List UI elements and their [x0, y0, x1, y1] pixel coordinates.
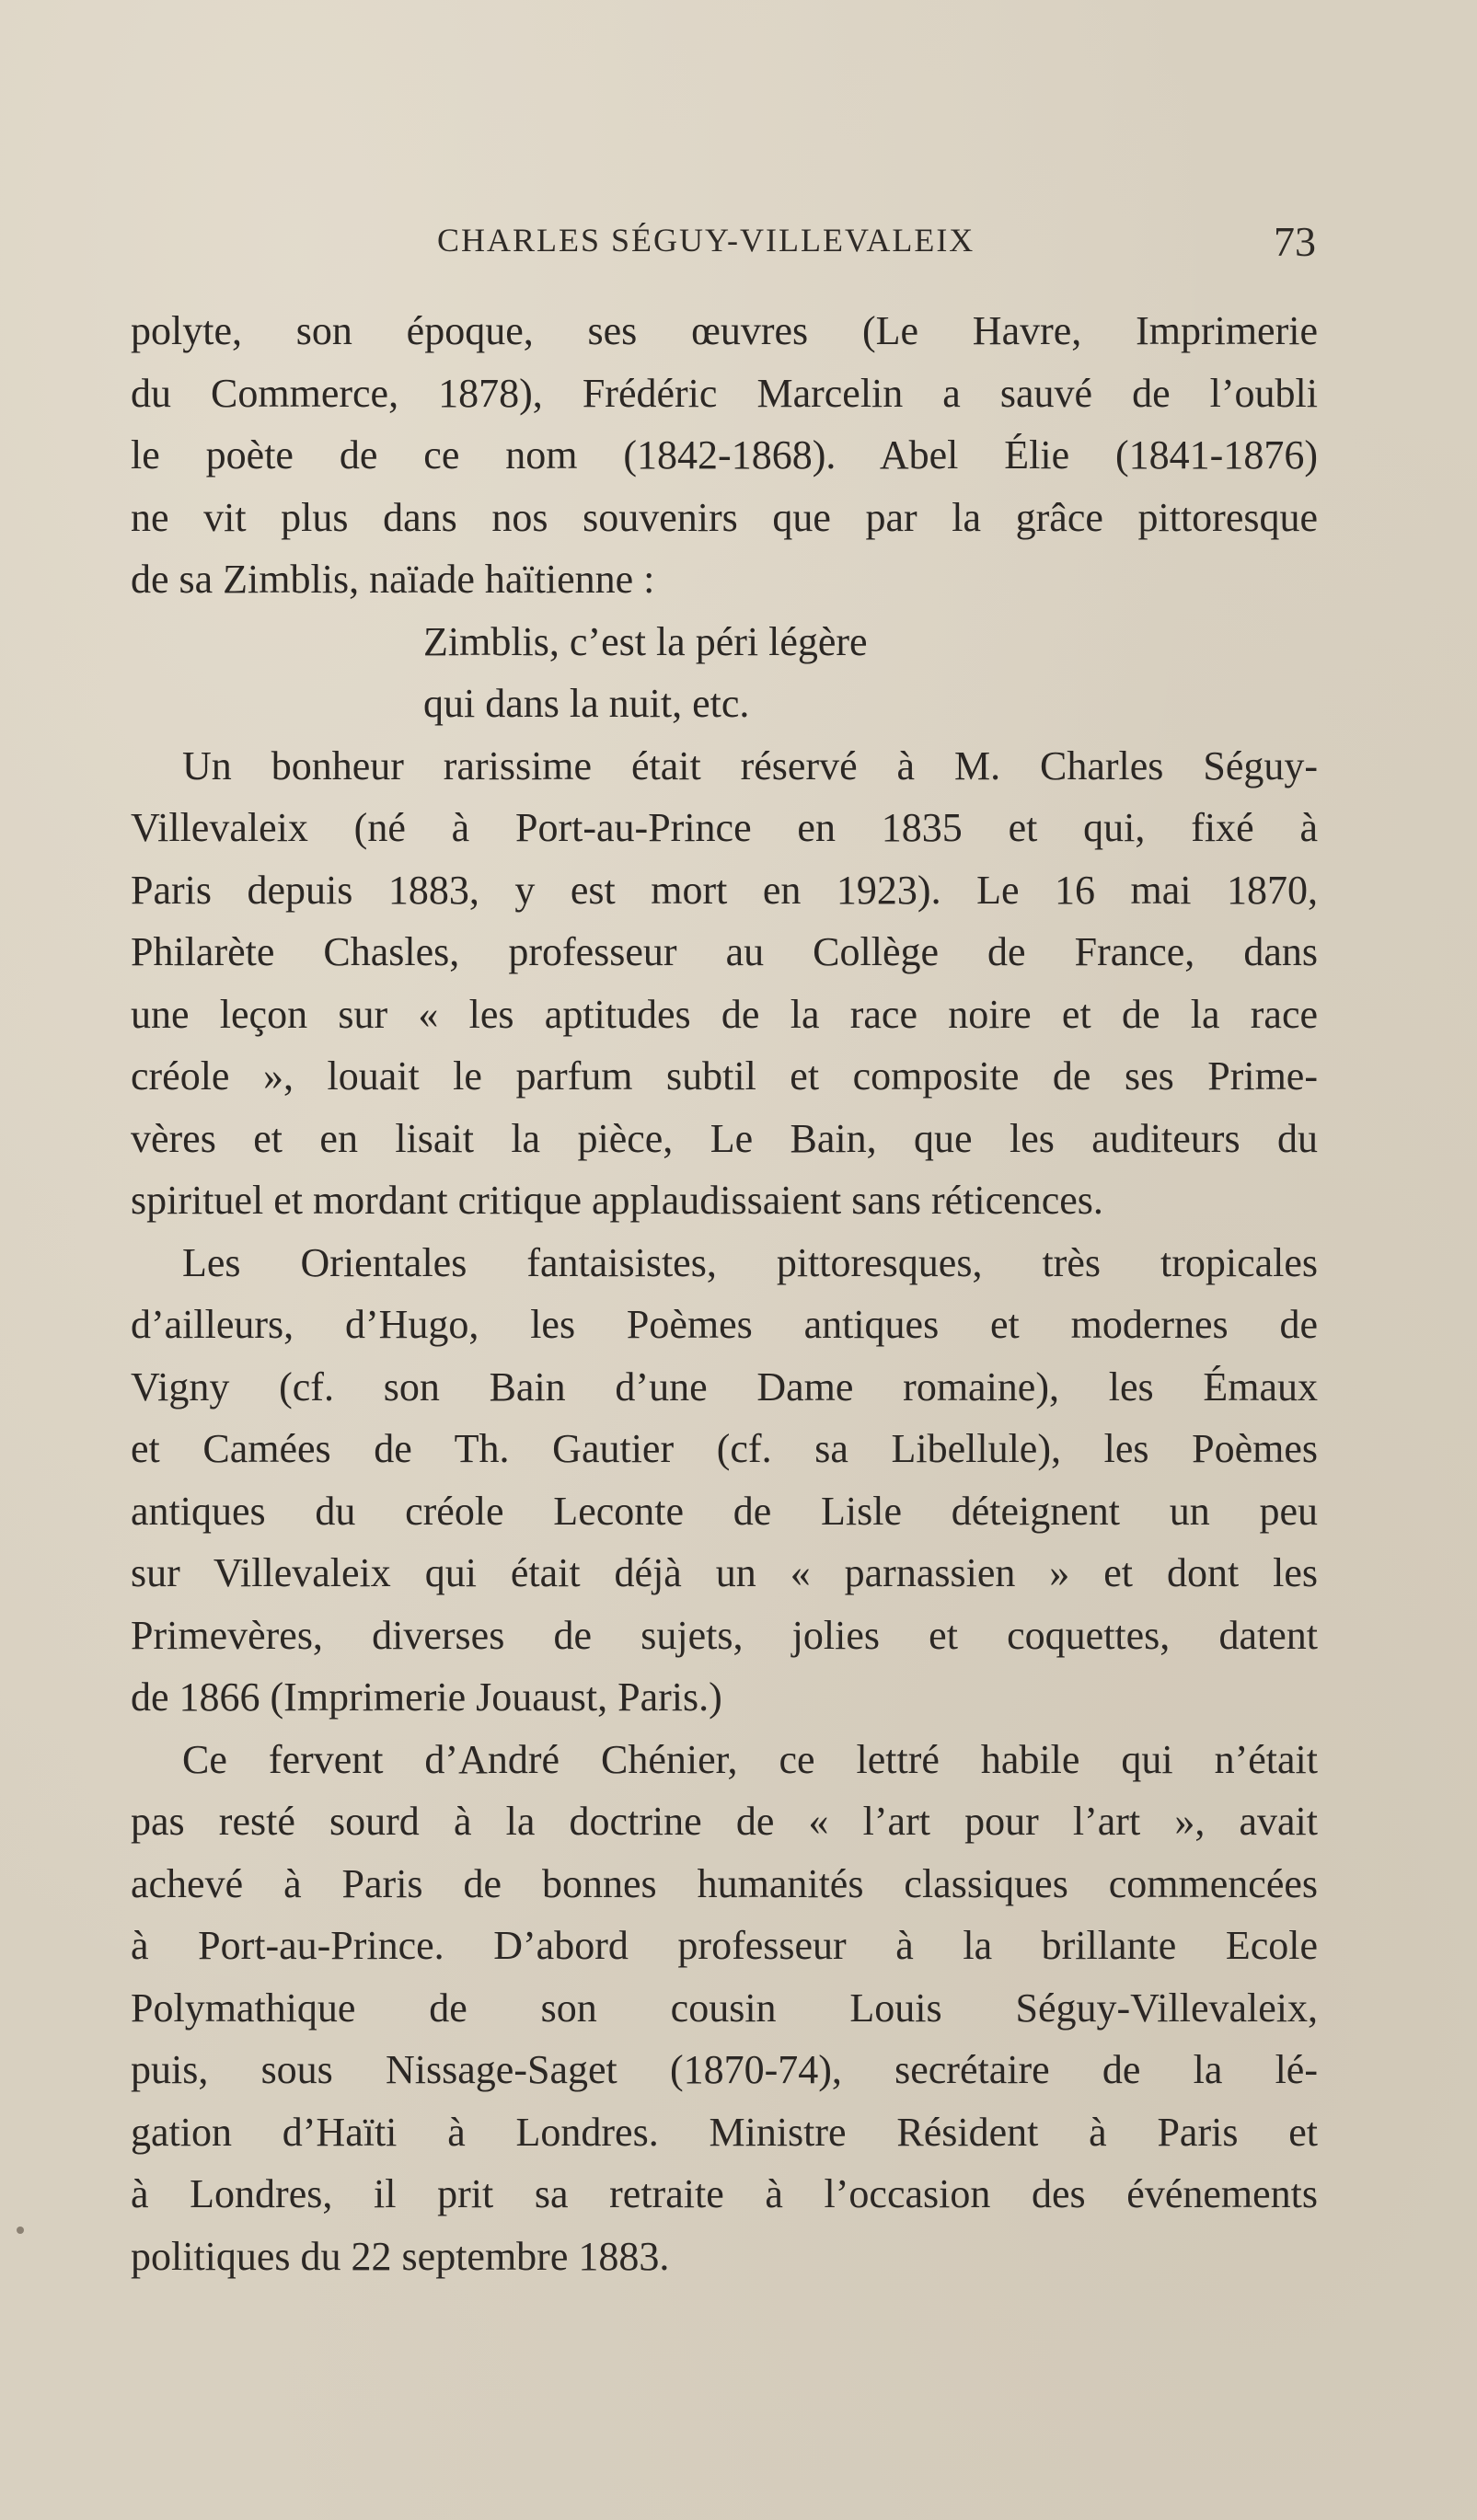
- text-line: une leçon sur « les aptitudes de la race noire et de la race: [131, 991, 1318, 1037]
- text-line: politiques du 22 septembre 1883.: [131, 2233, 670, 2279]
- text-line: spirituel et mordant critique applaudissaient sans réticences.: [131, 1178, 1103, 1223]
- page-number: 73: [1274, 218, 1316, 265]
- text-line: gation d’Haïti à Londres. Ministre Résident à Paris et: [131, 2109, 1318, 2155]
- text-line: créole », louait le parfum subtil et composite de ses Prime-: [131, 1053, 1318, 1099]
- text-line: et Camées de Th. Gautier (cf. sa Libellule), les Poèmes: [131, 1426, 1318, 1471]
- text-line: puis, sous Nissage-Saget (1870-74), secrétaire de la lé-: [131, 2047, 1318, 2092]
- text-line: antiques du créole Leconte de Lisle déteignent un peu: [131, 1488, 1318, 1534]
- text-line: Un bonheur rarissime était réservé à M. Charles Séguy-: [182, 742, 1318, 788]
- text-line: vères et en lisait la pièce, Le Bain, que les auditeurs du: [131, 1115, 1318, 1161]
- text-line: pas resté sourd à la doctrine de « l’art pour l’art », avait: [131, 1799, 1318, 1844]
- running-title: CHARLES SÉGUY-VILLEVALEIX: [437, 222, 975, 259]
- text-line: le poète de ce nom (1842-1868). Abel Élie (1841-1876): [131, 432, 1318, 478]
- text-line: polyte, son époque, ses œuvres (Le Havre, Imprimerie: [131, 308, 1318, 353]
- text-line: Philarète Chasles, professeur au Collège de France, dans: [131, 929, 1318, 974]
- text-line: de sa Zimblis, naïade haïtienne :: [131, 557, 655, 602]
- text-line: sur Villevaleix qui était déjà un « parnassien » et dont les: [131, 1550, 1318, 1595]
- verse-line: Zimblis, c’est la péri légère: [423, 618, 868, 664]
- text-line: du Commerce, 1878), Frédéric Marcelin a sauvé de l’oubli: [131, 370, 1318, 416]
- text-line: de 1866 (Imprimerie Jouaust, Paris.): [131, 1674, 722, 1720]
- text-line: Villevaleix (né à Port-au-Prince en 1835 et qui, fixé à: [131, 805, 1318, 850]
- page-header: [129, 218, 1316, 276]
- text-line: Primevères, diverses de sujets, jolies et coquettes, datent: [131, 1612, 1318, 1658]
- text-line: ne vit plus dans nos souvenirs que par la grâce pittoresque: [131, 494, 1318, 540]
- text-line: Paris depuis 1883, y est mort en 1923). Le 16 mai 1870,: [131, 867, 1318, 913]
- text-line: à Port-au-Prince. D’abord professeur à la brillante Ecole: [131, 1923, 1318, 1968]
- text-line: Polymathique de son cousin Louis Séguy-Villevaleix,: [131, 1985, 1318, 2031]
- text-line: à Londres, il prit sa retraite à l’occasion des événements: [131, 2171, 1318, 2216]
- text-line: achevé à Paris de bonnes humanités classiques commencées: [131, 1860, 1318, 1906]
- verse-line: qui dans la nuit, etc.: [423, 681, 750, 726]
- text-line: d’ailleurs, d’Hugo, les Poèmes antiques et modernes de: [131, 1302, 1318, 1347]
- text-line: Les Orientales fantaisistes, pittoresques, très tropicales: [182, 1239, 1318, 1285]
- body-text: [131, 300, 1318, 2287]
- text-line: Vigny (cf. son Bain d’une Dame romaine), les Émaux: [131, 1364, 1318, 1410]
- paper-speck: [17, 2227, 24, 2234]
- text-line: Ce fervent d’André Chénier, ce lettré habile qui n’était: [182, 1736, 1318, 1782]
